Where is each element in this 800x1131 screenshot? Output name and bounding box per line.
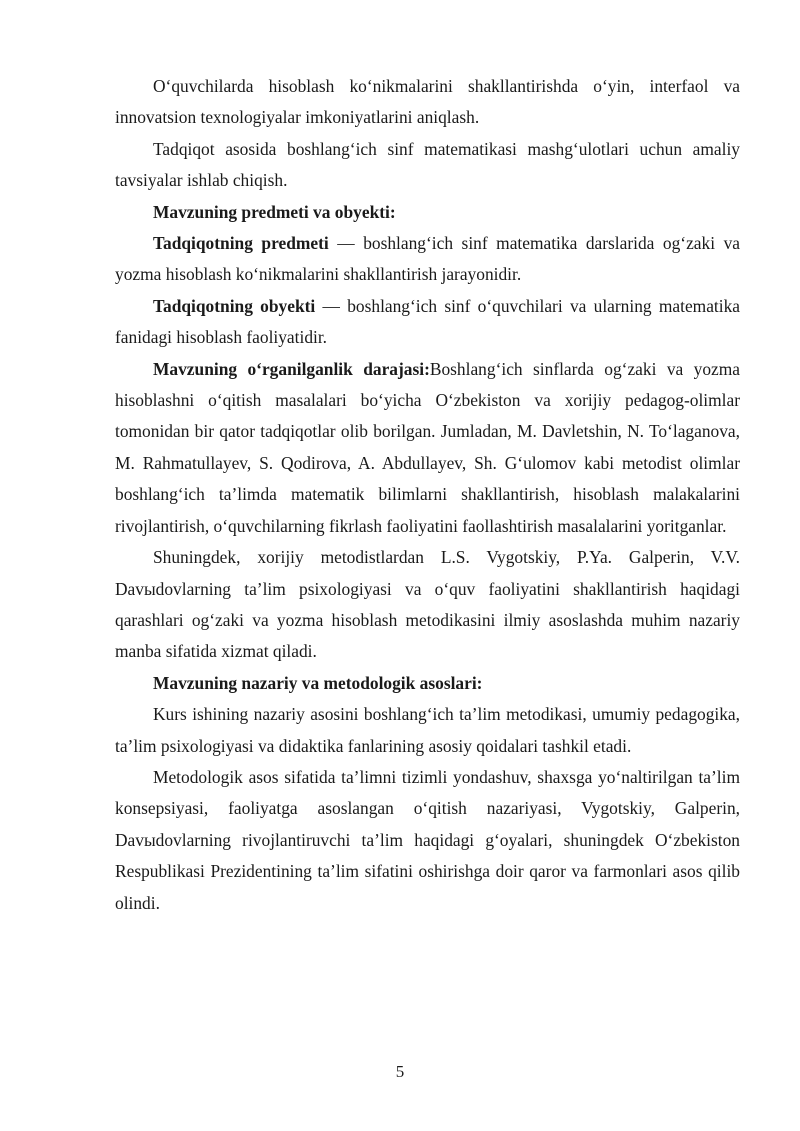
paragraph-goal-recommendations: Tadqiqot asosida boshlang‘ich sinf matematikasi mashg‘ulotlari uchun amaliy tavsiyalar ishlab chiqish. xyxy=(115,138,740,191)
term-research-subject: Tadqiqotning predmeti xyxy=(153,233,329,254)
document-page-body xyxy=(115,71,740,919)
text-study-level: Boshlang‘ich sinflarda og‘zaki va yozma hisoblashni o‘qitish masalalari bo‘yicha O‘zbekiston va xorijiy pedagog-olimlar tomonidan bir qator tadqiqotlar olib borilgan. Jumladan, M. Davletshin, N. To‘laganova, M. Rahmatullayev, S. Qodirova, A. Abdullayev, Sh. G‘ulomov kabi metodist olimlar boshlang‘ich ta’limda matematik bilimlarni shakllantirish, hisoblash malakalarini rivojlantirish, o‘quvchilarning fikrlash faoliyatini faollashtirish masalalarini yoritganlar. xyxy=(115,358,740,536)
term-research-object: Tadqiqotning obyekti xyxy=(153,295,316,316)
term-study-level: Mavzuning o‘rganilganlik darajasi: xyxy=(153,358,430,379)
paragraph-foreign-methodists: Shuningdek, xorijiy metodistlardan L.S. Vygotskiy, P.Ya. Galperin, V.V. Davыdovlarning ta’lim psixologiyasi va o‘quv faoliyatini shakllantirish haqidagi qarashlari og‘zaki va yozma hisoblash metodikasini ilmiy asoslashda muhim nazariy manba sifatida xizmat qiladi. xyxy=(115,547,740,662)
paragraph-theoretical-basis: Kurs ishining nazariy asosini boshlang‘ich ta’lim metodikasi, umumiy pedagogika, ta’lim psixologiyasi va didaktika fanlarining asosiy qoidalari tashkil etadi. xyxy=(115,704,740,756)
paragraph-methodological-basis: Metodologik asos sifatida ta’limni tizimli yondashuv, shaxsga yo‘naltirilgan ta’lim konsepsiyasi, faoliyatga asoslangan o‘qitish nazariyasi, Vygotskiy, Galperin, Davыdovlarning rivojlantiruvchi ta’lim haqidagi g‘oyalari, shuningdek O‘zbekiston Respublikasi Prezidentining ta’lim sifatini oshirishga doir qaror va farmonlari asos qilib olindi. xyxy=(115,766,740,913)
paragraph-study-level xyxy=(115,354,740,542)
heading-subject-object: Mavzuning predmeti va obyekti: xyxy=(153,201,396,222)
paragraph-research-subject xyxy=(115,228,740,291)
text-research-object: — boshlang‘ich sinf o‘quvchilari va ularning matematika fanidagi hisoblash faoliyatidir. xyxy=(115,295,740,348)
page-number: 5 xyxy=(395,1062,405,1081)
paragraph-goal-innovative-tech: O‘quvchilarda hisoblash ko‘nikmalarini shakllantirishda o‘yin, interfaol va innovatsion texnologiyalar imkoniyatlarini aniqlash. xyxy=(115,76,740,128)
text-research-subject: — boshlang‘ich sinf matematika darslarida og‘zaki va yozma hisoblash ko‘nikmalarini shakllantirish jarayonidir. xyxy=(115,233,741,285)
paragraph-research-object xyxy=(115,291,740,354)
heading-theoretical-methodological: Mavzuning nazariy va metodologik asoslari: xyxy=(153,672,483,693)
